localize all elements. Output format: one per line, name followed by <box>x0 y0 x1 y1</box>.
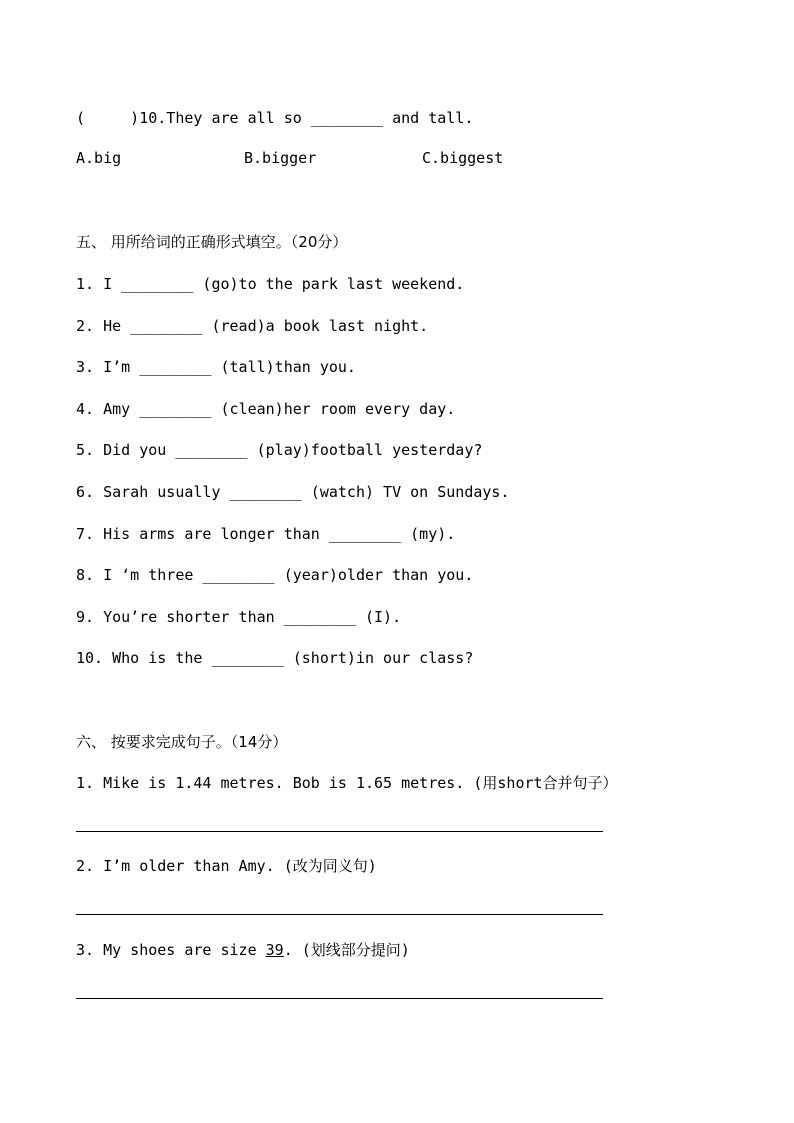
section6-item: 2. I’m older than Amy. (改为同义句) <box>76 857 377 875</box>
section5-item: 1. I ________ (go)to the park last weekend. <box>76 275 465 293</box>
section5-item: 2. He ________ (read)a book last night. <box>76 317 429 335</box>
section6-item <box>76 940 410 960</box>
section5-item: 10. Who is the ________ (short)in our class? <box>76 649 474 667</box>
answer-line <box>76 998 603 999</box>
section5-item: 3. I’m ________ (tall)than you. <box>76 358 356 376</box>
mc-question-10: ( )10.They are all so ________ and tall. <box>76 109 474 127</box>
option-a: A.big <box>76 149 122 167</box>
option-c: C.biggest <box>422 149 504 167</box>
underlined-size: 39 <box>265 941 284 959</box>
answer-line <box>76 831 603 832</box>
section5-item: 9. You’re shorter than ________ (I). <box>76 608 402 626</box>
option-b: B.bigger <box>244 149 317 167</box>
section5-item: 8. I ‘m three ________ (year)older than you. <box>76 566 474 584</box>
section5-item: 5. Did you ________ (play)football yesterday? <box>76 441 483 459</box>
answer-line <box>76 914 603 915</box>
section5-item: 6. Sarah usually ________ (watch) TV on Sundays. <box>76 483 510 501</box>
item3-prefix: 3. My shoes are size <box>76 941 266 959</box>
section6-heading: 六、 按要求完成句子。（14分） <box>76 733 288 751</box>
section6-item: 1. Mike is 1.44 metres. Bob is 1.65 metres. (用short合并句子） <box>76 774 618 792</box>
section5-heading: 五、 用所给词的正确形式填空。（20分） <box>76 233 348 251</box>
section5-item: 4. Amy ________ (clean)her room every day. <box>76 400 456 418</box>
item3-suffix: . (划线部分提问) <box>283 941 410 959</box>
section5-item: 7. His arms are longer than ________ (my). <box>76 525 456 543</box>
